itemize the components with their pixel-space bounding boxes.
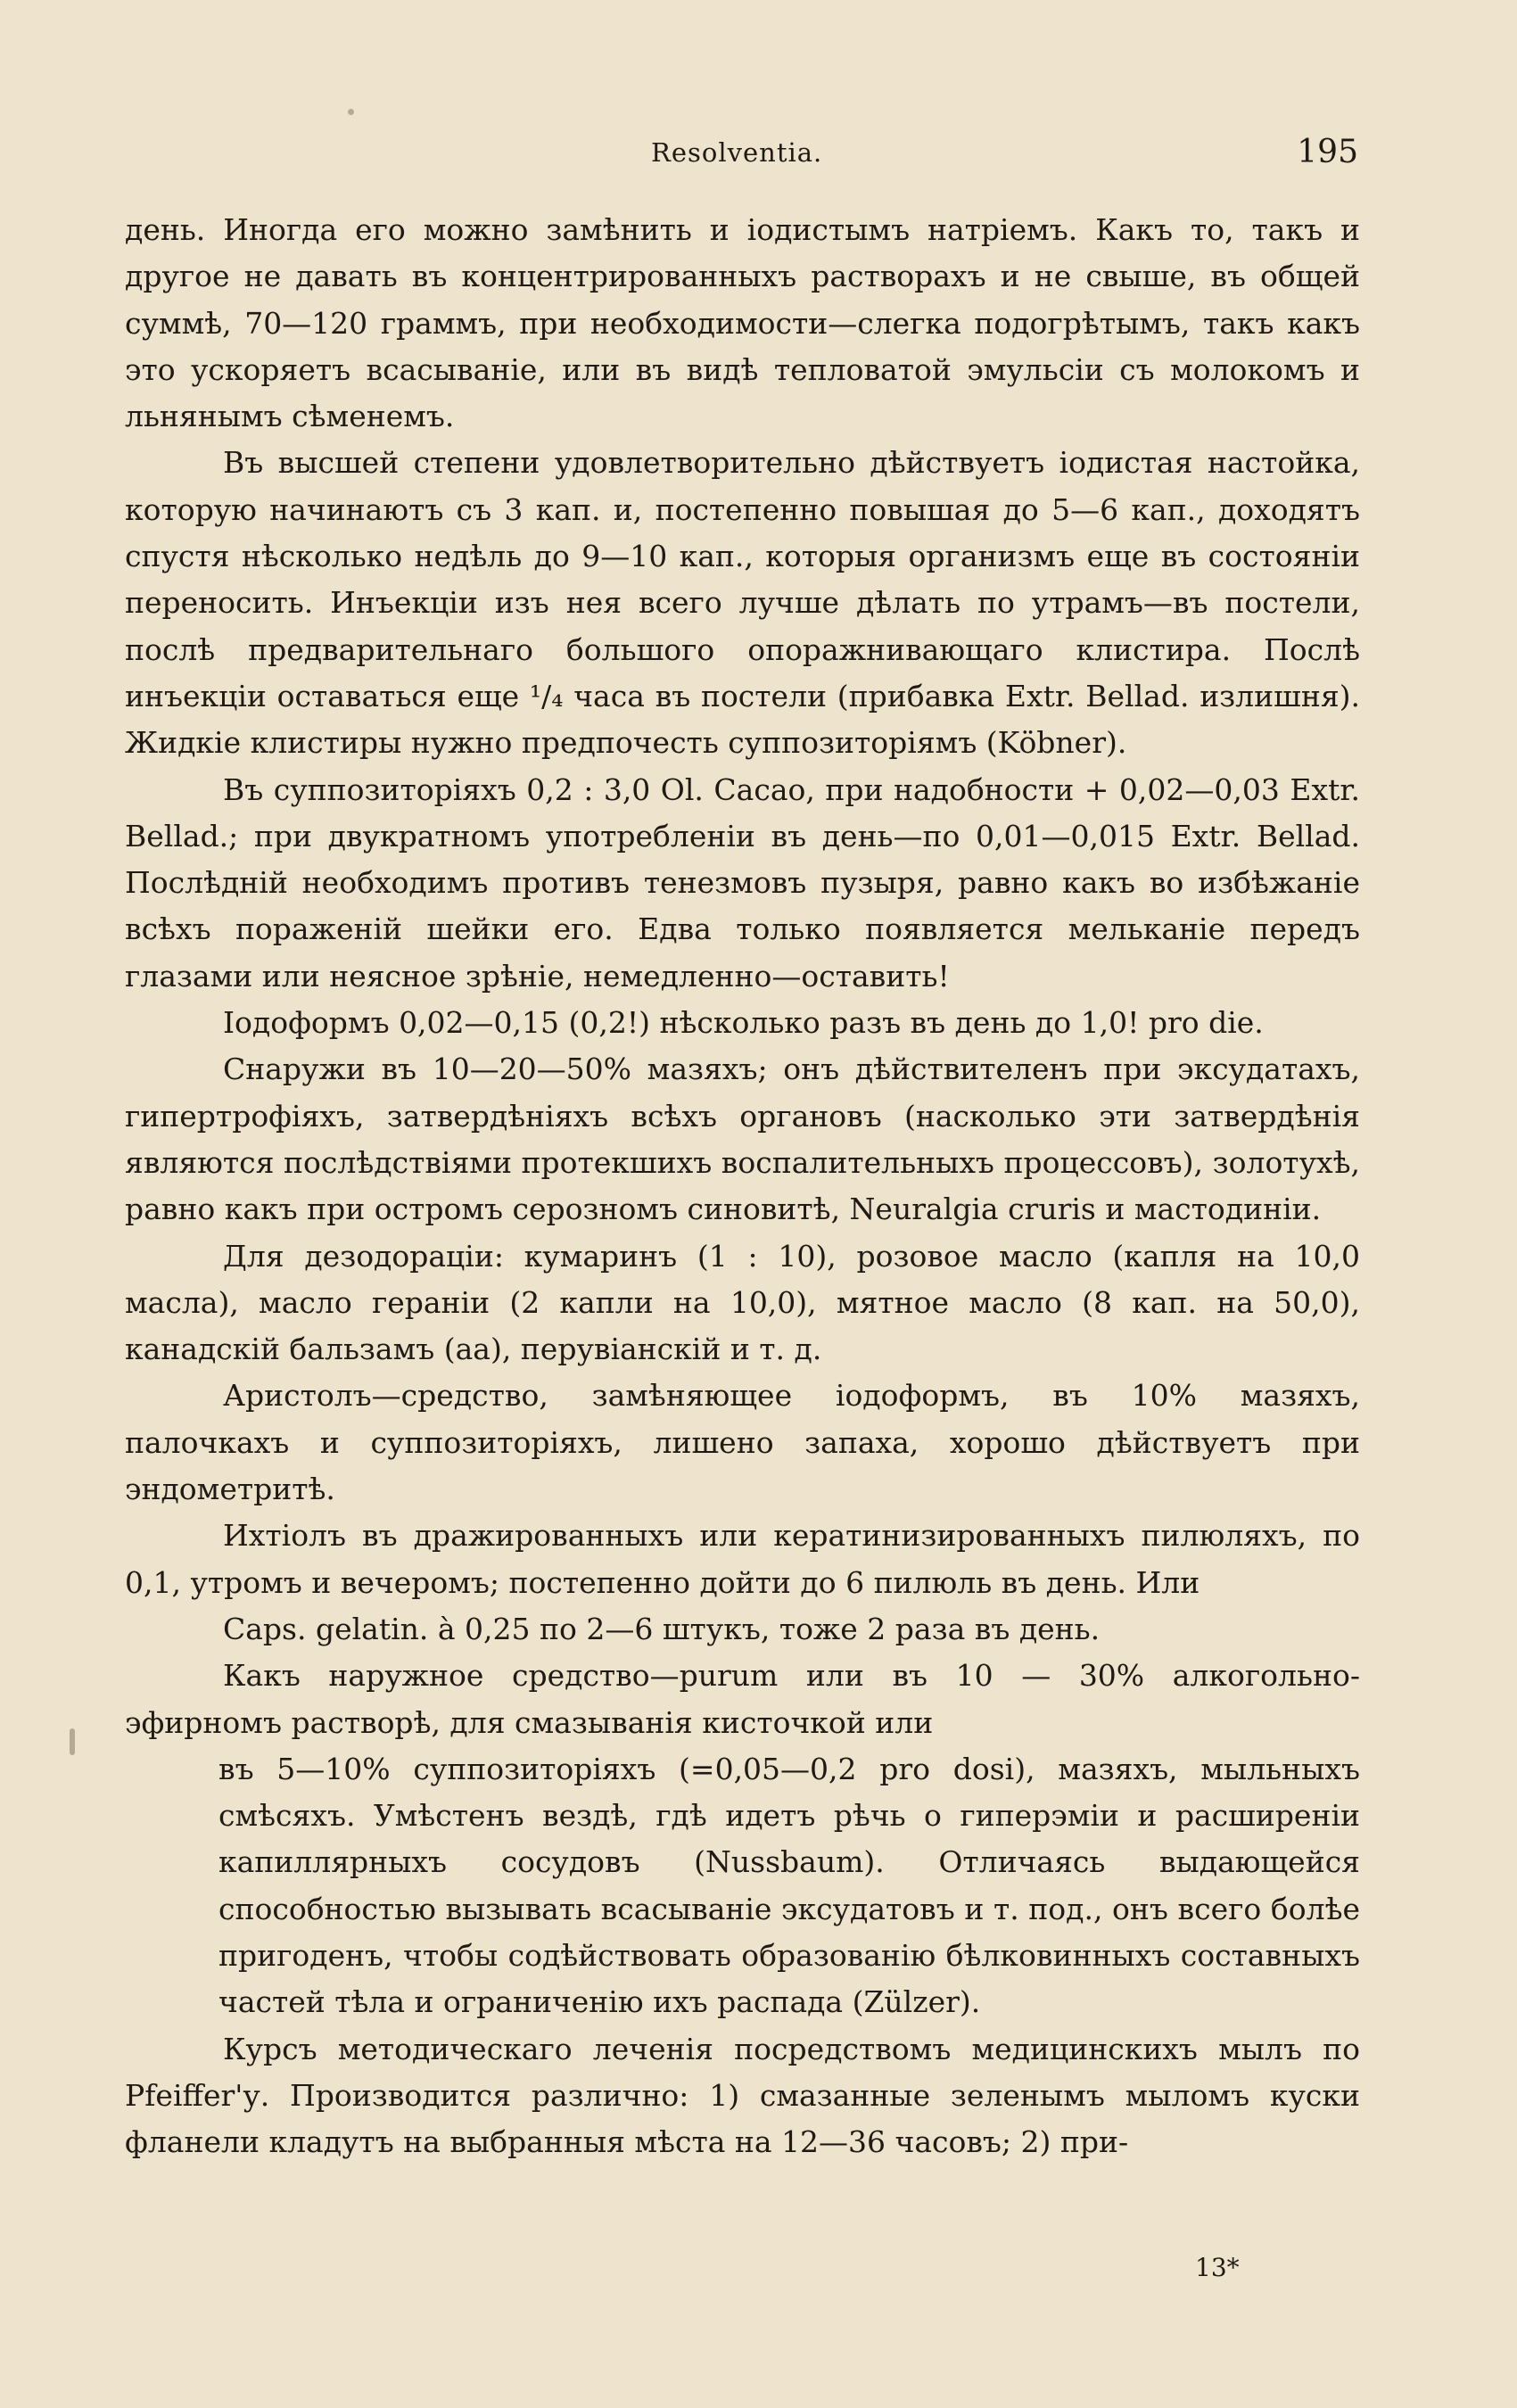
paragraph-ichthyol: Ихтіолъ въ дражированныхъ или кератинизированныхъ пилюляхъ, по 0,1, утромъ и вечеромъ; постепенно дойти до 6 пилюль въ день. Или bbox=[125, 1518, 1360, 1600]
page-number: 195 bbox=[1297, 134, 1358, 170]
signature-mark: 13* bbox=[1195, 2253, 1240, 2282]
paragraph-iodine-tincture: Въ высшей степени удовлетворительно дѣйствуетъ іодистая настойка, которую начинаютъ съ 3 кап. и, постепенно повышая до 5—6 кап., доходятъ спустя нѣсколько недѣль до 9—10 кап., которыя организмъ еще въ состояніи переносить. Инъекціи изъ нея всего лучше дѣлать по утрамъ—въ постели, послѣ предварительнаго большого опоражнивающаго клистира. Послѣ инъекціи оставаться еще ¹/₄ часа въ постели (прибавка Extr. Bellad. излишня). Жидкіе клистиры нужно предпочесть суппозиторіямъ (Köbner). bbox=[125, 445, 1360, 761]
paragraph-suppositories: Въ суппозиторіяхъ 0,2 : 3,0 Ol. Cacao, при надобности + 0,02—0,03 Extr. Bellad.; при двукратномъ употребленіи въ день—по 0,01—0,015 Extr. Bellad. Послѣдній необходимъ противъ тенезмовъ пузыря, равно какъ во избѣжаніе всѣхъ пораженій шейки его. Едва только появляется мельканіе передъ глазами или неясное зрѣніе, немедленно—оставить! bbox=[125, 771, 1360, 994]
paragraph-external-remedy: Какъ наружное средство—purum или въ 10 — 30% алкогольно-эфирномъ растворѣ, для смазыванія кисточкой или bbox=[125, 1658, 1360, 1740]
ink-speck bbox=[348, 109, 354, 115]
paragraph-deodorization: Для дезодораціи: кумаринъ (1 : 10), розовое масло (капля на 10,0 масла), масло гераніи (2 капли на 10,0), мятное масло (8 кап. на 50,0), канадскій бальзамъ (aa), перувіанскій и т. д. bbox=[125, 1238, 1360, 1367]
paragraph-iodoform: Іодоформъ 0,02—0,15 (0,2!) нѣсколько разъ въ день до 1,0! pro die. bbox=[223, 1005, 1264, 1041]
paragraph-capsules: Caps. gelatin. à 0,25 по 2—6 штукъ, тоже 2 раза въ день. bbox=[223, 1611, 1101, 1646]
ink-speck bbox=[70, 1728, 75, 1755]
paragraph-iodide-continuation: день. Иногда его можно замѣнить и іодистымъ натріемъ. Какъ то, такъ и другое не давать въ концентрированныхъ растворахъ и не свыше, въ общей суммѣ, 70—120 граммъ, при необходимости—слегка подогрѣтымъ, такъ какъ это ускоряетъ всасываніе, или въ видѣ тепловатой эмульсіи съ молокомъ и льнянымъ сѣменемъ. bbox=[125, 212, 1360, 434]
paragraph-suppository-ointments: въ 5—10% суппозиторіяхъ (=0,05—0,2 pro dosi), мазяхъ, мыльныхъ смѣсяхъ. Умѣстенъ вездѣ, гдѣ идетъ рѣчь о гиперэміи и расширеніи капиллярныхъ сосудовъ (Nussbaum). Отличаясь выдающейся способностью вызывать всасываніе эксудатовъ и т. под., онъ всего болѣе пригоденъ, чтобы содѣйствовать образованію бѣлковинныхъ составныхъ частей тѣла и ограниченію ихъ распада (Zülzer). bbox=[218, 1751, 1360, 2020]
paragraph-soap-course: Курсъ методическаго леченія посредствомъ медицинскихъ мылъ по Pfeiffer'у. Производится различно: 1) смазанные зеленымъ мыломъ куски фланели кладутъ на выбранныя мѣста на 12—36 часовъ; 2) при- bbox=[125, 2031, 1360, 2160]
running-title: Resolventia. bbox=[651, 137, 823, 168]
body-text bbox=[125, 207, 1360, 2165]
paragraph-external-use: Снаружи въ 10—20—50% мазяхъ; онъ дѣйствителенъ при эксудатахъ, гипертрофіяхъ, затвердѣніяхъ всѣхъ органовъ (насколько эти затвердѣнія являются послѣдствіями протекшихъ воспалительныхъ процессовъ), золотухѣ, равно какъ при остромъ серозномъ синовитѣ, Neuralgia cruris и мастодиніи. bbox=[125, 1051, 1360, 1227]
paragraph-aristol: Аристолъ—средство, замѣняющее іодоформъ, въ 10% мазяхъ, палочкахъ и суппозиторіяхъ, лишено запаха, хорошо дѣйствуетъ при эндометритѣ. bbox=[125, 1378, 1360, 1507]
page-header bbox=[0, 134, 1517, 169]
